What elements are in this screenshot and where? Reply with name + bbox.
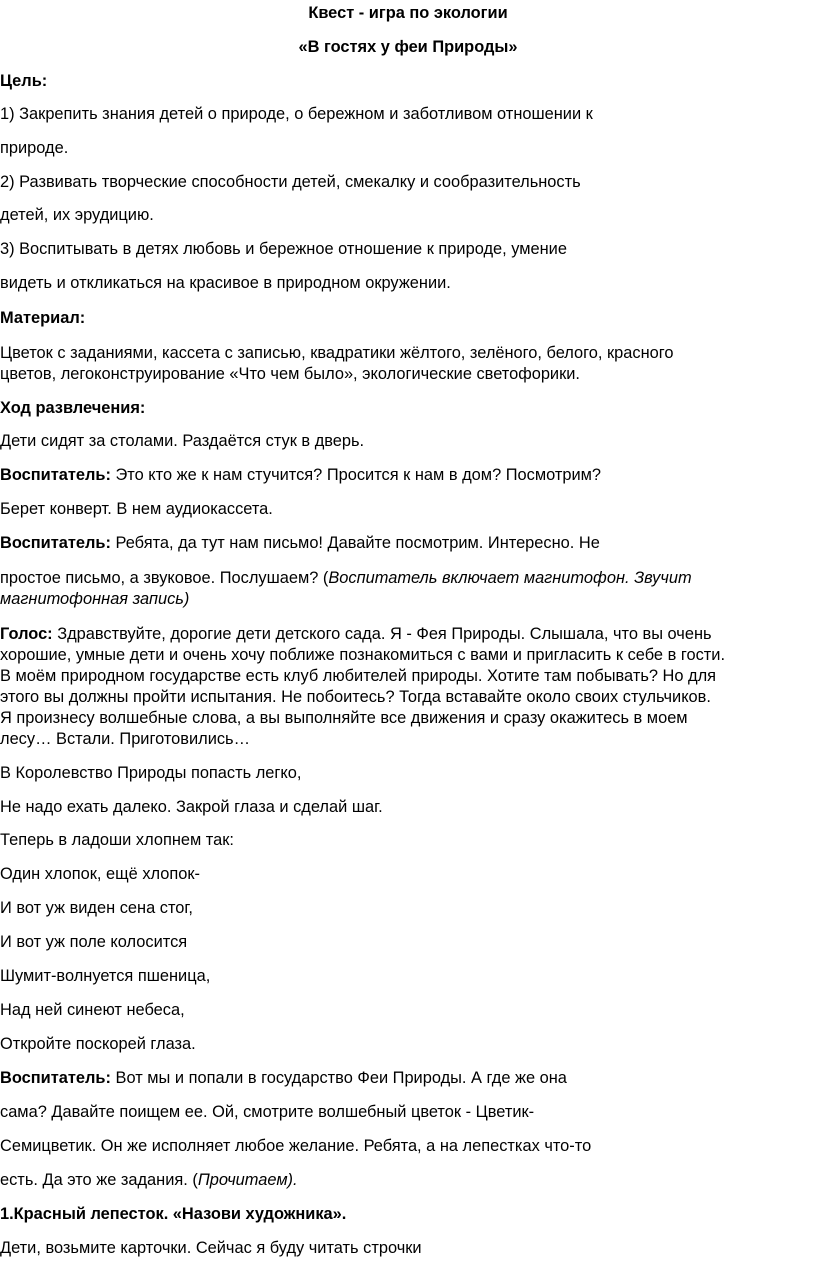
poem-line-9: Откройте поскорей глаза. <box>0 1035 196 1053</box>
material-line-1: Цветок с заданиями, кассета с записью, квадратики жёлтого, зелёного, белого, красного <box>0 344 674 362</box>
goal-line-5: 3) Воспитывать в детях любовь и бережное отношение к природе, умение <box>0 240 567 258</box>
voice-line-4: этого вы должны пройти испытания. Не побоитесь? Тогда вставайте около своих стульчиков. <box>0 688 711 706</box>
voice-line-6: лесу… Встали. Приготовились… <box>0 730 250 748</box>
course-line-1: Дети сидят за столами. Раздаётся стук в дверь. <box>0 432 365 450</box>
teacher-line-1: Воспитатель: Это кто же к нам стучится? Просится к нам в дом? Посмотрим? <box>0 466 602 484</box>
goal-line-3: 2) Развивать творческие способности детей, смекалку и сообразительность <box>0 173 581 191</box>
poem-line-2: Не надо ехать далеко. Закрой глаза и сделай шаг. <box>0 798 383 816</box>
document-title: Квест - игра по экологии <box>308 4 508 22</box>
poem-line-7: Шумит-волнуется пшеница, <box>0 967 211 985</box>
teacher-line-3: Воспитатель: Вот мы и попали в государство Феи Природы. А где же она <box>0 1069 567 1087</box>
goal-line-1: 1) Закрепить знания детей о природе, о бережном и заботливом отношении к <box>0 105 593 123</box>
task1-line-1: Дети, возьмите карточки. Сейчас я буду читать строчки <box>0 1239 422 1257</box>
teacher-line-2c: магнитофонная запись) <box>0 590 190 608</box>
goal-heading: Цель: <box>0 72 48 90</box>
poem-line-1: В Королевство Природы попасть легко, <box>0 764 302 782</box>
voice-line-5: Я произнесу волшебные слова, а вы выполняйте все движения и сразу окажитесь в моем <box>0 709 688 727</box>
course-heading: Ход развлечения: <box>0 399 146 417</box>
goal-line-4: детей, их эрудицию. <box>0 206 154 224</box>
voice-line-2: хорошие, умные дети и очень хочу поближе познакомиться с вами и пригласить к себе в гости. <box>0 646 725 664</box>
poem-line-6: И вот уж поле колосится <box>0 933 188 951</box>
poem-line-3: Теперь в ладоши хлопнем так: <box>0 831 234 849</box>
material-line-2: цветов, легоконструирование «Что чем было», экологические светофорики. <box>0 365 580 383</box>
document-subtitle: «В гостях у феи Природы» <box>298 38 518 56</box>
teacher-line-2: Воспитатель: Ребята, да тут нам письмо! Давайте посмотрим. Интересно. Не <box>0 534 600 552</box>
goal-line-6: видеть и откликаться на красивое в природном окружении. <box>0 274 451 292</box>
teacher-line-3c: Семицветик. Он же исполняет любое желание. Ребята, а на лепестках что-то <box>0 1137 592 1155</box>
poem-line-4: Один хлопок, ещё хлопок- <box>0 865 200 883</box>
voice-line-3: В моём природном государстве есть клуб любителей природы. Хотите там побывать? Но для <box>0 667 717 685</box>
voice-line-1: Голос: Здравствуйте, дорогие дети детского сада. Я - Фея Природы. Слышала, что вы очень <box>0 625 712 643</box>
goal-line-2: природе. <box>0 139 69 157</box>
poem-line-5: И вот уж виден сена стог, <box>0 899 193 917</box>
teacher-line-3b: сама? Давайте поищем ее. Ой, смотрите волшебный цветок - Цветик- <box>0 1103 535 1121</box>
task1-heading: 1.Красный лепесток. «Назови художника». <box>0 1205 347 1223</box>
teacher-line-3d: есть. Да это же задания. (Прочитаем). <box>0 1171 298 1189</box>
poem-line-8: Над ней синеют небеса, <box>0 1001 185 1019</box>
course-line-2: Берет конверт. В нем аудиокассета. <box>0 500 273 518</box>
teacher-line-2b: простое письмо, а звуковое. Послушаем? (Воспитатель включает магнитофон. Звучит <box>0 569 692 587</box>
material-heading: Материал: <box>0 309 86 327</box>
